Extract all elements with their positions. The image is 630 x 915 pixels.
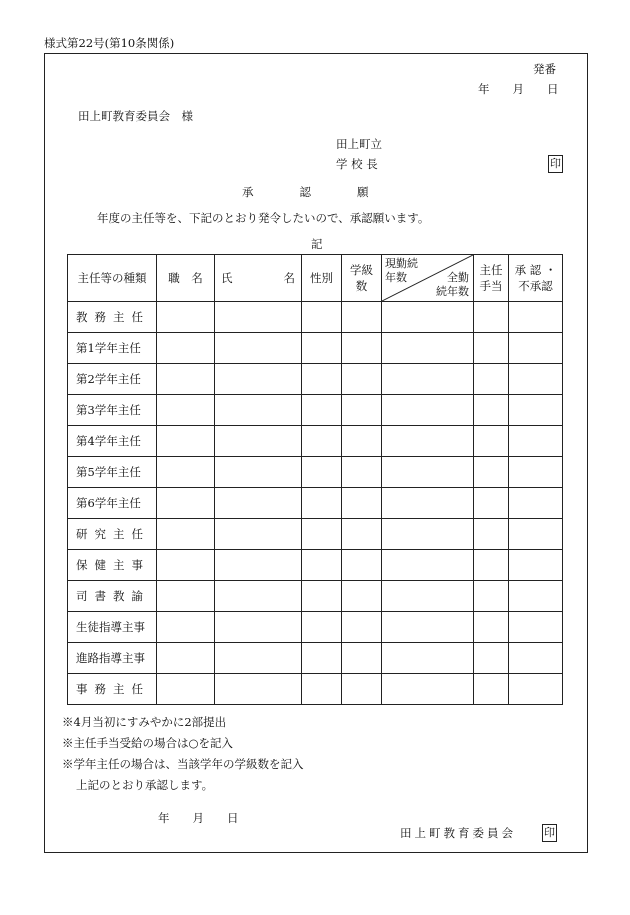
row-sex-cell[interactable] — [302, 333, 342, 364]
row-approval-cell[interactable] — [509, 550, 563, 581]
footer-date: 年 月 日 — [158, 811, 239, 825]
row-role-label: 事務主任 — [68, 674, 157, 705]
header-years — [382, 255, 474, 302]
sender-school: 田上町立 — [336, 137, 382, 151]
header-position: 職 名 — [157, 255, 215, 302]
row-years-cell[interactable] — [382, 488, 474, 519]
row-role-label: 保健主事 — [68, 550, 157, 581]
row-allowance-cell[interactable] — [474, 550, 509, 581]
row-role-label: 第1学年主任 — [68, 333, 157, 364]
table-row — [68, 333, 563, 364]
row-approval-cell[interactable] — [509, 426, 563, 457]
row-name-cell[interactable] — [215, 457, 302, 488]
row-position-cell[interactable] — [157, 550, 215, 581]
row-position-cell[interactable] — [157, 612, 215, 643]
row-years-cell[interactable] — [382, 674, 474, 705]
row-years-cell[interactable] — [382, 643, 474, 674]
table-row — [68, 302, 563, 333]
row-approval-cell[interactable] — [509, 488, 563, 519]
row-role-label: 第6学年主任 — [68, 488, 157, 519]
row-name-cell[interactable] — [215, 426, 302, 457]
table-header-row — [68, 255, 563, 302]
header-class-count-line2: 数 — [355, 279, 368, 293]
row-allowance-cell[interactable] — [474, 488, 509, 519]
row-role-label: 生徒指導主事 — [68, 612, 157, 643]
row-allowance-cell[interactable] — [474, 457, 509, 488]
row-name-cell[interactable] — [215, 364, 302, 395]
table-row — [68, 519, 563, 550]
row-class-count-cell[interactable] — [342, 364, 382, 395]
row-approval-cell[interactable] — [509, 457, 563, 488]
row-class-count-cell[interactable] — [342, 488, 382, 519]
row-position-cell[interactable] — [157, 488, 215, 519]
header-name-right: 名 — [283, 271, 295, 285]
row-role-label: 第5学年主任 — [68, 457, 157, 488]
table-row — [68, 581, 563, 612]
header-total-years — [436, 271, 469, 299]
row-sex-cell[interactable] — [302, 674, 342, 705]
header-class-count-line1: 学級 — [350, 263, 373, 277]
row-allowance-cell[interactable] — [474, 674, 509, 705]
row-class-count-cell[interactable] — [342, 674, 382, 705]
form-number: 様式第22号(第10条関係) — [44, 36, 175, 50]
row-position-cell[interactable] — [157, 333, 215, 364]
row-name-cell[interactable] — [215, 488, 302, 519]
row-name-cell[interactable] — [215, 643, 302, 674]
header-sex: 性別 — [302, 255, 342, 302]
date-line: 年 月 日 — [478, 82, 559, 96]
row-position-cell[interactable] — [157, 457, 215, 488]
issue-number: 発番 — [533, 62, 556, 76]
row-role-label: 第2学年主任 — [68, 364, 157, 395]
row-allowance-cell[interactable] — [474, 364, 509, 395]
row-sex-cell[interactable] — [302, 581, 342, 612]
table-row — [68, 674, 563, 705]
row-position-cell[interactable] — [157, 426, 215, 457]
header-allowance-line2: 手当 — [479, 279, 503, 293]
row-class-count-cell[interactable] — [342, 550, 382, 581]
row-sex-cell[interactable] — [302, 488, 342, 519]
row-allowance-cell[interactable] — [474, 581, 509, 612]
row-years-cell[interactable] — [382, 612, 474, 643]
row-sex-cell[interactable] — [302, 364, 342, 395]
sender-principal: 学 校 長 — [336, 157, 378, 171]
row-sex-cell[interactable] — [302, 550, 342, 581]
row-approval-cell[interactable] — [509, 643, 563, 674]
row-role-label: 司書教諭 — [68, 581, 157, 612]
approval-text: 上記のとおり承認します。 — [76, 778, 214, 792]
row-years-cell[interactable] — [382, 395, 474, 426]
note-2: ※主任手当受給の場合は○を記入 — [62, 736, 234, 750]
row-name-cell[interactable] — [215, 333, 302, 364]
table-row — [68, 550, 563, 581]
row-class-count-cell[interactable] — [342, 519, 382, 550]
row-class-count-cell[interactable] — [342, 302, 382, 333]
row-years-cell[interactable] — [382, 581, 474, 612]
table-row — [68, 643, 563, 674]
row-role-label: 第4学年主任 — [68, 426, 157, 457]
row-name-cell[interactable] — [215, 674, 302, 705]
header-class-count — [342, 255, 382, 302]
header-current-years — [385, 257, 418, 285]
table-row — [68, 457, 563, 488]
row-approval-cell[interactable] — [509, 364, 563, 395]
row-name-cell[interactable] — [215, 612, 302, 643]
row-class-count-cell[interactable] — [342, 612, 382, 643]
row-allowance-cell[interactable] — [474, 333, 509, 364]
row-role-label: 教務主任 — [68, 302, 157, 333]
row-sex-cell[interactable] — [302, 612, 342, 643]
row-position-cell[interactable] — [157, 302, 215, 333]
row-position-cell[interactable] — [157, 364, 215, 395]
row-name-cell[interactable] — [215, 519, 302, 550]
row-allowance-cell[interactable] — [474, 302, 509, 333]
row-sex-cell[interactable] — [302, 302, 342, 333]
row-position-cell[interactable] — [157, 395, 215, 426]
row-approval-cell[interactable] — [509, 333, 563, 364]
row-approval-cell[interactable] — [509, 674, 563, 705]
header-current-years-line1: 現勤続 — [385, 257, 418, 270]
row-allowance-cell[interactable] — [474, 395, 509, 426]
header-name — [215, 255, 302, 302]
header-role-type: 主任等の種類 — [68, 255, 157, 302]
table-row — [68, 426, 563, 457]
table-row — [68, 364, 563, 395]
principal-seal: 印 — [548, 155, 563, 173]
header-total-years-line2: 続年数 — [436, 285, 469, 298]
row-allowance-cell[interactable] — [474, 643, 509, 674]
header-allowance — [474, 255, 509, 302]
request-text: 年度の主任等を、下記のとおり発令したいので、承認願います。 — [97, 211, 430, 225]
row-years-cell[interactable] — [382, 457, 474, 488]
row-sex-cell[interactable] — [302, 519, 342, 550]
row-allowance-cell[interactable] — [474, 426, 509, 457]
table-row — [68, 395, 563, 426]
header-total-years-line1: 全勤 — [447, 271, 469, 284]
footer-board: 田上町教育委員会 — [400, 826, 516, 840]
row-years-cell[interactable] — [382, 426, 474, 457]
row-position-cell[interactable] — [157, 581, 215, 612]
note-3: ※学年主任の場合は、当該学年の学級数を記入 — [62, 757, 304, 771]
row-role-label: 進路指導主事 — [68, 643, 157, 674]
row-sex-cell[interactable] — [302, 395, 342, 426]
row-approval-cell[interactable] — [509, 519, 563, 550]
row-years-cell[interactable] — [382, 364, 474, 395]
document-title: 承 認 願 — [242, 185, 369, 199]
board-seal: 印 — [542, 824, 557, 842]
table-row — [68, 488, 563, 519]
row-sex-cell[interactable] — [302, 457, 342, 488]
row-name-cell[interactable] — [215, 581, 302, 612]
row-approval-cell[interactable] — [509, 395, 563, 426]
row-class-count-cell[interactable] — [342, 457, 382, 488]
header-allowance-line1: 主任 — [479, 263, 503, 277]
row-position-cell[interactable] — [157, 519, 215, 550]
header-approval — [509, 255, 563, 302]
row-years-cell[interactable] — [382, 550, 474, 581]
row-class-count-cell[interactable] — [342, 643, 382, 674]
role-table — [67, 254, 563, 705]
row-approval-cell[interactable] — [509, 302, 563, 333]
row-role-label: 研究主任 — [68, 519, 157, 550]
row-class-count-cell[interactable] — [342, 333, 382, 364]
row-position-cell[interactable] — [157, 674, 215, 705]
row-allowance-cell[interactable] — [474, 519, 509, 550]
row-name-cell[interactable] — [215, 395, 302, 426]
addressee: 田上町教育委員会 様 — [78, 109, 193, 123]
header-approval-line2: 不承認 — [518, 279, 553, 293]
row-years-cell[interactable] — [382, 333, 474, 364]
row-years-cell[interactable] — [382, 519, 474, 550]
header-current-years-line2: 年数 — [385, 271, 407, 284]
row-approval-cell[interactable] — [509, 581, 563, 612]
row-role-label: 第3学年主任 — [68, 395, 157, 426]
row-sex-cell[interactable] — [302, 643, 342, 674]
row-years-cell[interactable] — [382, 302, 474, 333]
row-name-cell[interactable] — [215, 550, 302, 581]
row-class-count-cell[interactable] — [342, 426, 382, 457]
row-sex-cell[interactable] — [302, 426, 342, 457]
header-approval-line1: 承 認 ・ — [514, 263, 557, 277]
table-row — [68, 612, 563, 643]
row-position-cell[interactable] — [157, 643, 215, 674]
header-name-left: 氏 — [221, 271, 233, 285]
note-1: ※4月当初にすみやかに2部提出 — [62, 715, 227, 729]
ki-label: 記 — [311, 237, 323, 251]
row-approval-cell[interactable] — [509, 612, 563, 643]
row-class-count-cell[interactable] — [342, 581, 382, 612]
row-name-cell[interactable] — [215, 302, 302, 333]
row-allowance-cell[interactable] — [474, 612, 509, 643]
row-class-count-cell[interactable] — [342, 395, 382, 426]
